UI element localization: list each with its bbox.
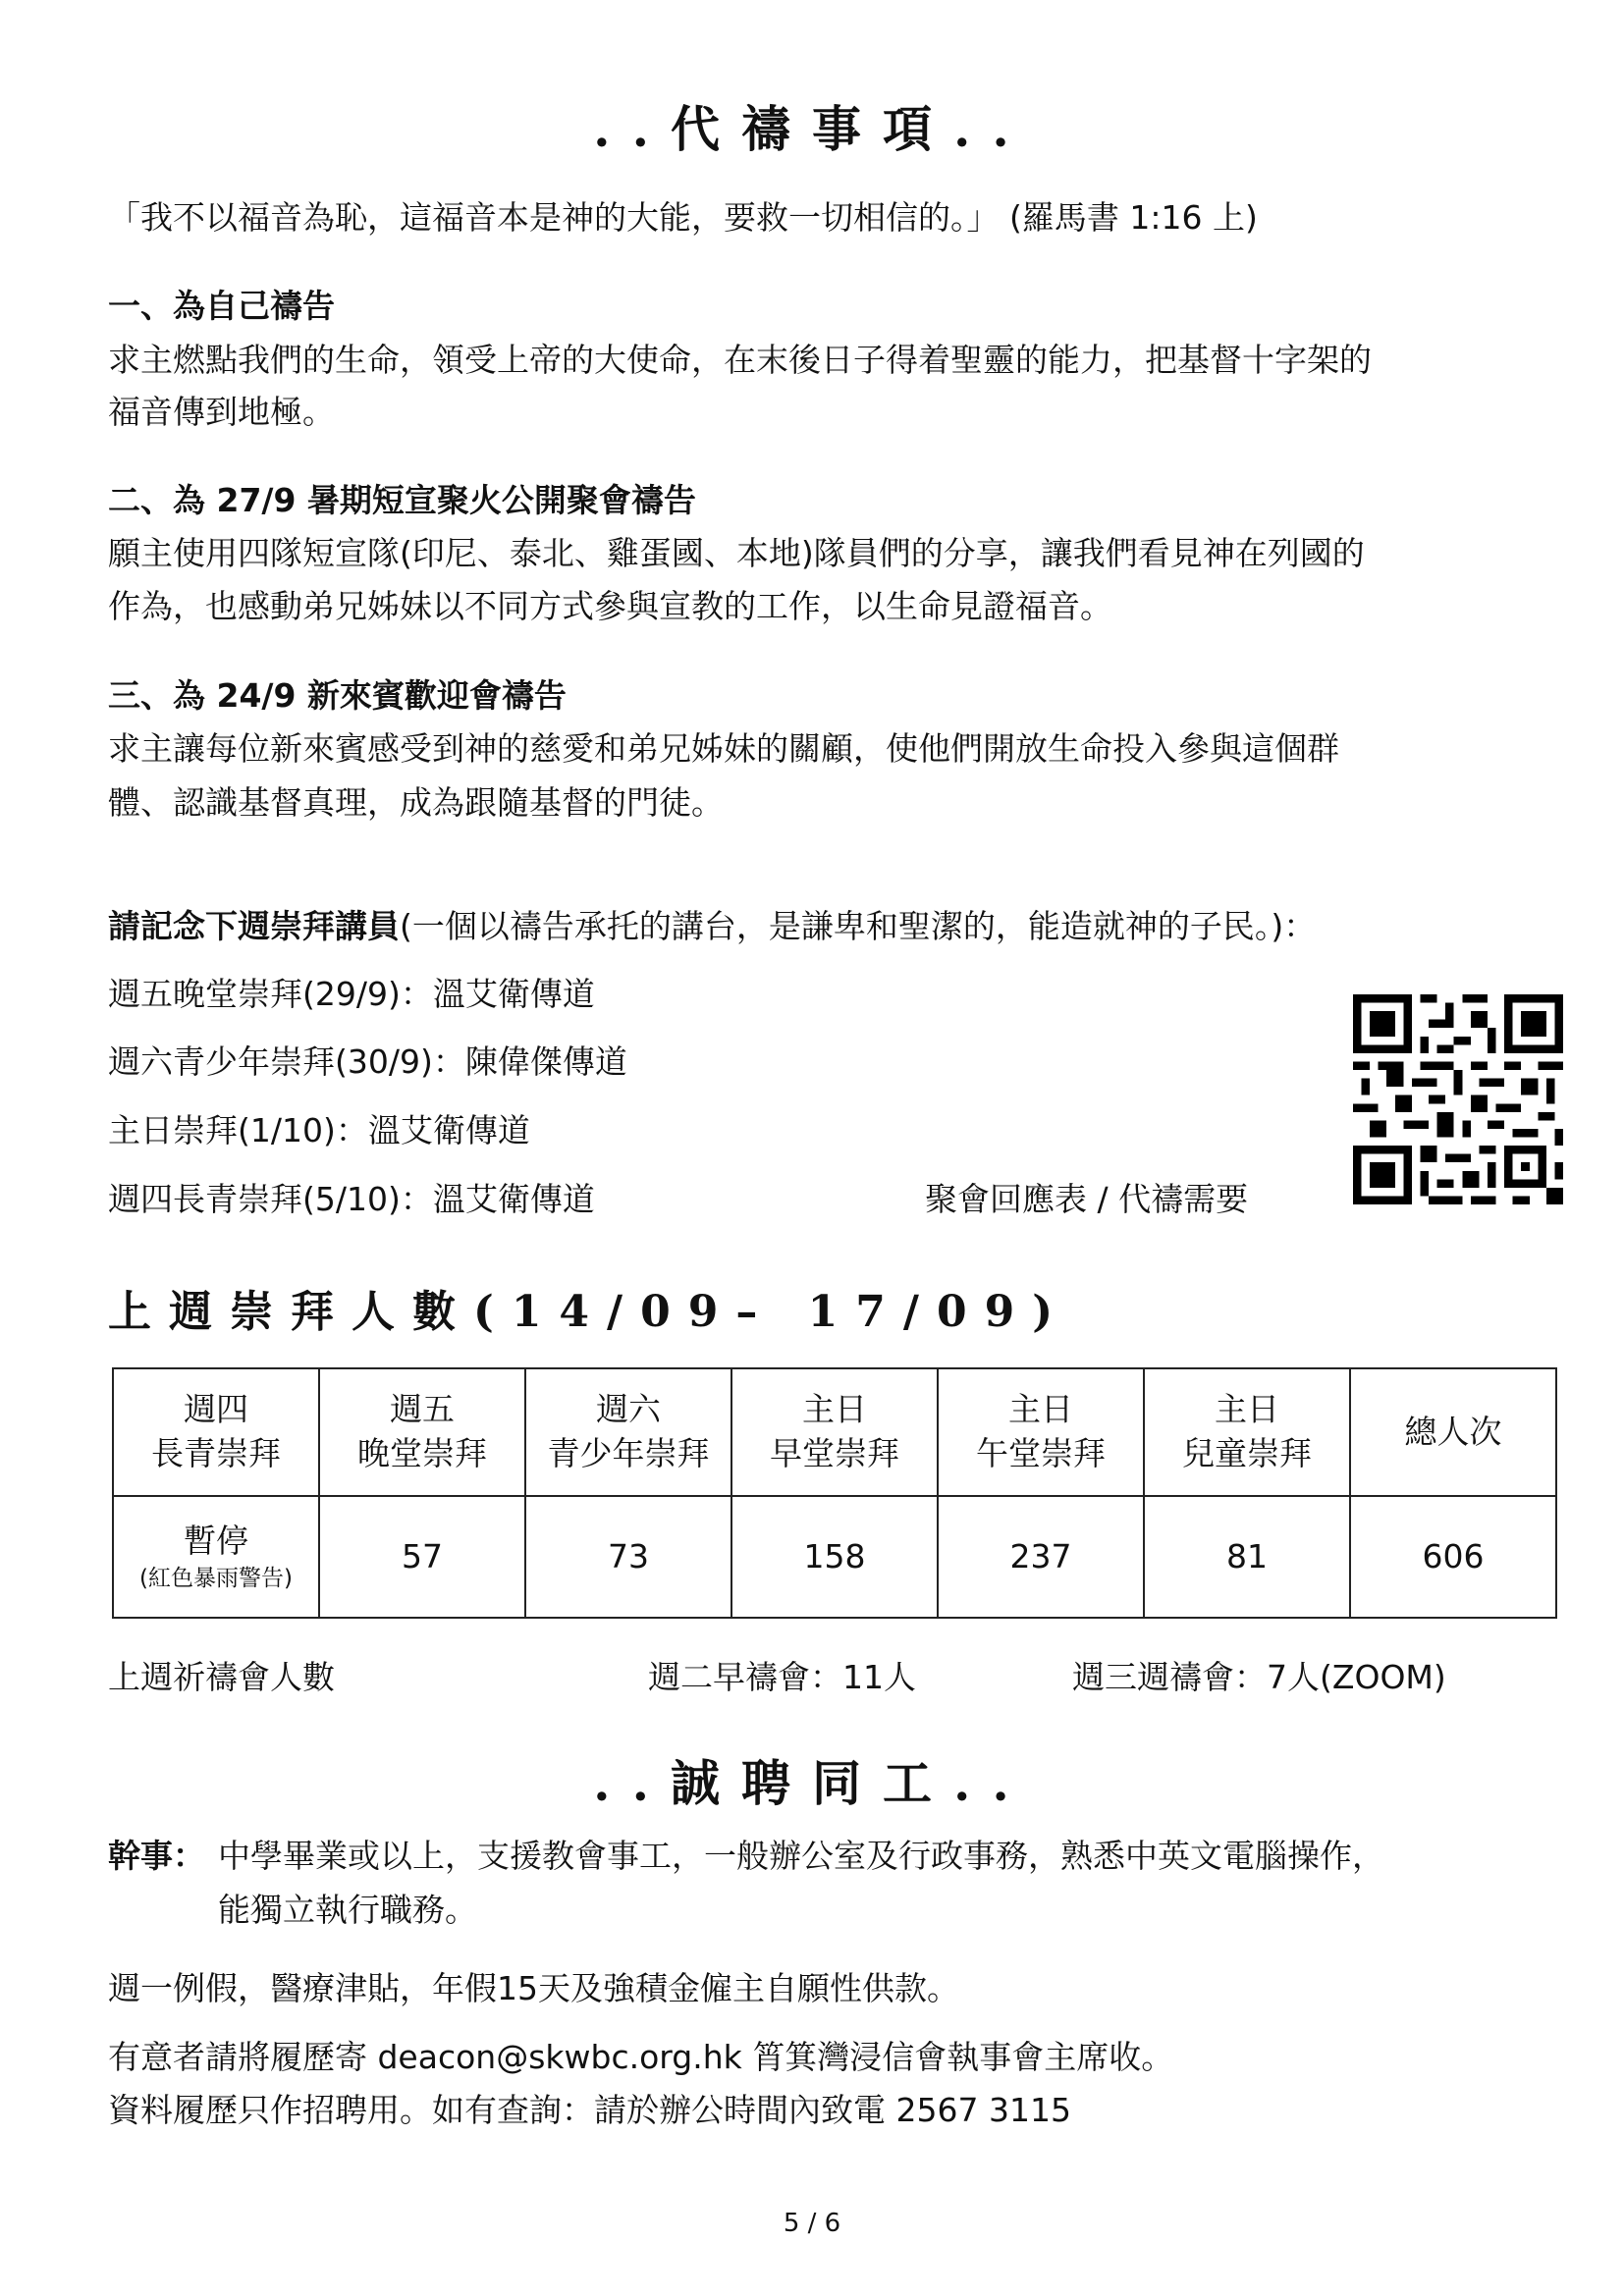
prayer-item-1-line-2: 福音傳到地極。 — [108, 393, 335, 431]
prayer-item-1-title: 一、為自己禱告 — [108, 287, 335, 325]
header-sunday-children: 主日 兒童崇拜 — [1144, 1368, 1350, 1496]
position-label: 幹事： — [108, 1837, 205, 1875]
prayer-item-3-line-2: 體、認識基督真理，成為跟隨基督的門徒。 — [108, 783, 724, 822]
prayer-item-3-line-1: 求主讓每位新來賓感受到神的慈愛和弟兄姊妹的關顧，使他們開放生命投入參與這個群 — [108, 729, 1339, 768]
speaker-saturday: 週六青少年崇拜(30/9)：陳偉傑傳道 — [108, 1042, 627, 1081]
benefits: 週一例假，醫療津貼，年假15天及強積金僱主自願性供款。 — [108, 1969, 959, 2007]
speakers-intro-note: (一個以禱告承托的講台，是謙卑和聖潔的，能造就神的子民。)： — [400, 907, 1317, 945]
prayer-meeting-label: 上週祈禱會人數 — [108, 1658, 335, 1696]
value-total: 606 — [1350, 1496, 1556, 1618]
scripture-verse: 「我不以福音為恥，這福音本是神的大能，要救一切相信的。」 (羅馬書 1:16 上) — [108, 198, 1258, 237]
page-number: 5 / 6 — [783, 2209, 841, 2238]
tuesday-prayer-count: 週二早禱會：11人 — [648, 1658, 916, 1696]
value-thursday-note: (紅色暴雨警告) — [139, 1565, 293, 1591]
attendance-table — [112, 1367, 1557, 1619]
attendance-value-row — [113, 1496, 1556, 1618]
header-sunday-morning: 主日 早堂崇拜 — [731, 1368, 938, 1496]
header-thursday: 週四 長青崇拜 — [113, 1368, 319, 1496]
application-info: 有意者請將履歷寄 deacon@skwbc.org.hk 筲箕灣浸信會執事會主席收。 — [108, 2038, 1174, 2076]
value-thursday: 暫停 (紅色暴雨警告) — [113, 1496, 319, 1618]
value-sunday-morning: 158 — [731, 1496, 938, 1618]
recruit-heading: ..誠聘同工.. — [593, 1754, 1031, 1812]
prayer-item-2-line-2: 作為，也感動弟兄姊妹以不同方式參與宣教的工作，以生命見證福音。 — [108, 587, 1112, 625]
prayer-item-1-line-1: 求主燃點我們的生命，領受上帝的大使命，在末後日子得着聖靈的能力，把基督十字架的 — [108, 341, 1372, 379]
wednesday-prayer-count: 週三週禱會：7人(ZOOM) — [1072, 1658, 1446, 1696]
qr-caption: 聚會回應表 / 代禱需要 — [925, 1180, 1249, 1218]
qr-code-icon[interactable] — [1353, 994, 1563, 1204]
attendance-header-row — [113, 1368, 1556, 1496]
header-total: 總人次 — [1350, 1368, 1556, 1496]
speakers-intro-title: 請記念下週崇拜講員 — [108, 907, 400, 945]
value-friday: 57 — [319, 1496, 525, 1618]
value-saturday: 73 — [525, 1496, 731, 1618]
prayer-heading: ..代禱事項.. — [593, 100, 1031, 158]
header-saturday: 週六 青少年崇拜 — [525, 1368, 731, 1496]
header-sunday-afternoon: 主日 午堂崇拜 — [938, 1368, 1144, 1496]
prayer-item-3-title: 三、為 24/9 新來賓歡迎會禱告 — [108, 676, 567, 715]
privacy-contact: 資料履歷只作招聘用。如有查詢：請於辦公時間內致電 2567 3115 — [108, 2091, 1071, 2129]
attendance-title: 上週崇拜人數(14/09– 17/09) — [108, 1287, 1071, 1337]
speaker-thursday: 週四長青崇拜(5/10)：溫艾衛傳道 — [108, 1180, 595, 1218]
prayer-item-2-line-1: 願主使用四隊短宣隊(印尼、泰北、雞蛋國、本地)隊員們的分享，讓我們看見神在列國的 — [108, 534, 1365, 572]
prayer-item-2-title: 二、為 27/9 暑期短宣聚火公開聚會禱告 — [108, 481, 696, 519]
header-friday: 週五 晚堂崇拜 — [319, 1368, 525, 1496]
speaker-sunday: 主日崇拜(1/10)：溫艾衛傳道 — [108, 1111, 530, 1149]
position-description-line-1: 中學畢業或以上，支援教會事工，一般辦公室及行政事務，熟悉中英文電腦操作， — [218, 1837, 1384, 1875]
speaker-friday: 週五晚堂崇拜(29/9)：溫艾衛傳道 — [108, 975, 595, 1013]
speakers-intro — [108, 901, 1316, 947]
value-sunday-afternoon: 237 — [938, 1496, 1144, 1618]
position-description-line-2: 能獨立執行職務。 — [218, 1891, 477, 1929]
value-sunday-children: 81 — [1144, 1496, 1350, 1618]
